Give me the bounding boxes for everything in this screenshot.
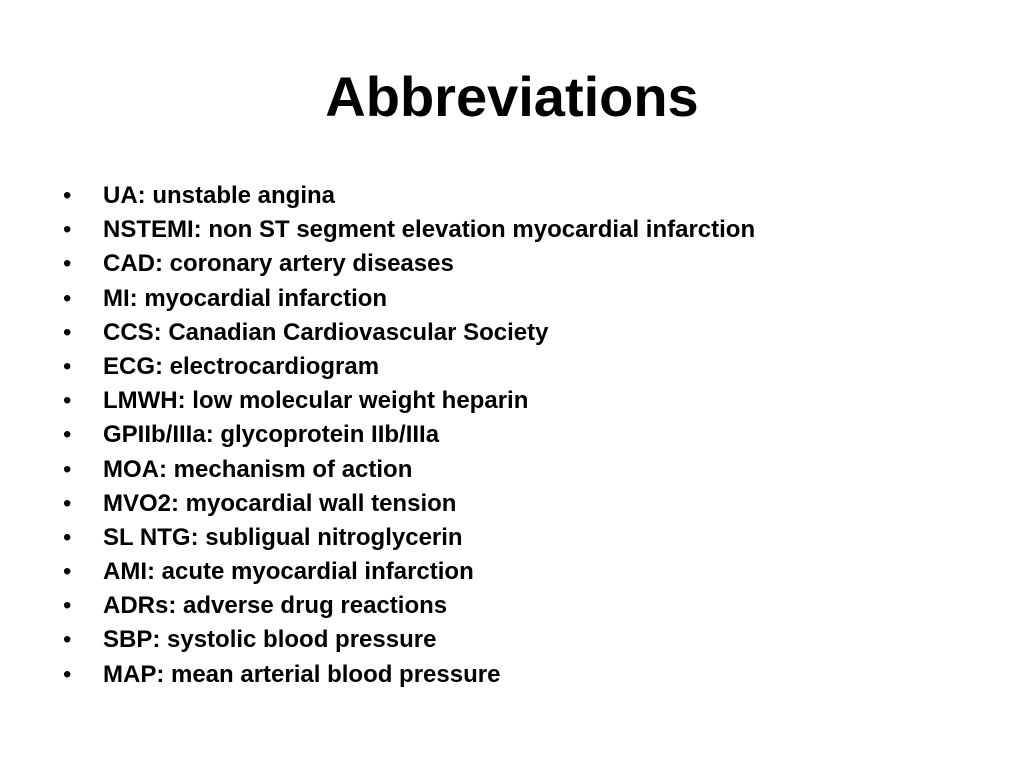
bullet-icon: • xyxy=(63,318,72,346)
bullet-icon: • xyxy=(63,387,72,415)
list-item-text: MVO2: myocardial wall tension xyxy=(103,489,457,517)
bullet-icon: • xyxy=(63,182,72,209)
list-item-text: AMI: acute myocardial infarction xyxy=(103,558,474,586)
list-item xyxy=(60,282,755,316)
list-item xyxy=(60,658,755,692)
bullet-icon: • xyxy=(63,216,72,244)
bullet-icon: • xyxy=(63,660,72,688)
list-item-text: UA: unstable angina xyxy=(103,182,336,209)
list-item xyxy=(60,521,755,555)
bullet-icon: • xyxy=(63,626,72,654)
list-item-text: LMWH: low molecular weight heparin xyxy=(103,387,529,415)
list-item xyxy=(60,487,755,521)
list-item-text: NSTEMI: non ST segment elevation myocardial infarction xyxy=(103,216,756,244)
list-item xyxy=(60,247,755,281)
bullet-icon: • xyxy=(63,489,72,517)
list-item-text: MI: myocardial infarction xyxy=(103,284,388,312)
list-item-text: ADRs: adverse drug reactions xyxy=(103,592,448,620)
list-item xyxy=(60,589,755,623)
list-item-text: MAP: mean arterial blood pressure xyxy=(103,660,501,688)
list-item-text: SL NTG: subligual nitroglycerin xyxy=(103,523,463,551)
list-item xyxy=(60,213,755,247)
list-item-text: SBP: systolic blood pressure xyxy=(103,626,437,654)
list-item xyxy=(60,418,755,452)
list-item xyxy=(60,179,755,213)
bullet-icon: • xyxy=(63,455,72,483)
list-item xyxy=(60,453,755,487)
list-item-text: CAD: coronary artery diseases xyxy=(103,250,454,278)
list-item xyxy=(60,623,755,657)
list-item xyxy=(60,316,755,350)
list-item-text: CCS: Canadian Cardiovascular Society xyxy=(103,318,549,346)
list-item xyxy=(60,384,755,418)
bullet-icon: • xyxy=(63,250,72,278)
bullet-icon: • xyxy=(63,523,72,551)
bullet-icon: • xyxy=(63,558,72,586)
abbreviation-list xyxy=(60,179,755,692)
list-item-text: MOA: mechanism of action xyxy=(103,455,413,483)
bullet-icon: • xyxy=(63,421,72,449)
list-item-text: GPIIb/IIIa: glycoprotein IIb/IIIa xyxy=(103,421,440,449)
slide-title: Abbreviations xyxy=(325,65,699,128)
list-item xyxy=(60,350,755,384)
bullet-icon: • xyxy=(63,284,72,312)
list-item xyxy=(60,555,755,589)
bullet-icon: • xyxy=(63,592,72,620)
list-item-text: ECG: electrocardiogram xyxy=(103,352,380,380)
bullet-icon: • xyxy=(63,352,72,380)
